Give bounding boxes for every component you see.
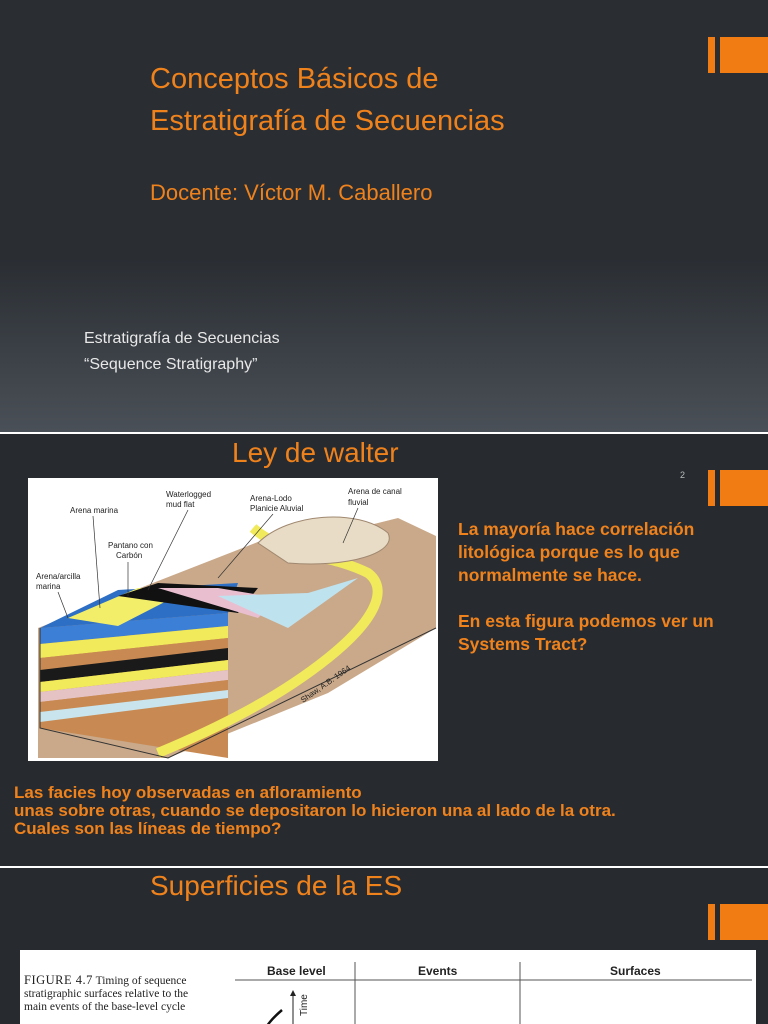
side-paragraph-2: En esta figura podemos ver un Systems Tract? (458, 611, 714, 654)
label-canal-1: Arena de canal (348, 487, 402, 496)
bottom-line-3: Cuales son las líneas de tiempo? (14, 819, 282, 838)
label-waterlogged-1: Waterlogged (166, 490, 212, 499)
title-slide (0, 0, 768, 432)
surfaces-slide (0, 868, 768, 1024)
caption-line-3: main events of the base-level cycle (24, 1001, 186, 1013)
side-text (458, 518, 758, 656)
label-canal-2: fluvial (348, 498, 369, 507)
label-arcilla-1: Arena/arcilla (36, 572, 81, 581)
docente-text: Docente: Víctor M. Caballero (150, 180, 433, 205)
col-base-level: Base level (267, 964, 326, 978)
subtitle-line-2: “Sequence Stratigraphy” (84, 356, 258, 373)
side-paragraph-1: La mayoría hace correlación litológica porque es lo que normalmente se hace. (458, 519, 695, 585)
corner-decoration (708, 904, 768, 940)
base-level-curve (260, 1010, 282, 1024)
col-surfaces: Surfaces (610, 964, 661, 978)
bottom-text (14, 784, 764, 838)
walther-law-figure (28, 478, 438, 761)
caption-line-2: stratigraphic surfaces relative to the (24, 988, 189, 1000)
title-line-2: Estratigrafía de Secuencias (150, 105, 505, 137)
corner-decoration (708, 470, 768, 506)
bottom-line-2: unas sobre otras, cuando se depositaron lo hicieron una al lado de la otra. (14, 801, 616, 820)
caption-figure-number: FIGURE 4.7 (24, 973, 93, 987)
label-arena-lodo-2: Planicie Aluvial (250, 504, 304, 513)
walter-law-slide (0, 434, 768, 866)
label-arena-marina: Arena marina (70, 506, 119, 515)
title-line-1: Conceptos Básicos de (150, 63, 439, 95)
label-pantano-2: Carbón (116, 551, 143, 560)
figure-table (20, 950, 756, 1024)
figure-credit: Shaw, A.B. 1964 (298, 663, 353, 705)
label-arcilla-2: marina (36, 582, 61, 591)
label-arena-lodo-1: Arena-Lodo (250, 494, 292, 503)
page-number: 2 (680, 470, 686, 480)
bottom-line-1: Las facies hoy observadas en afloramiento (14, 783, 362, 802)
corner-decoration (708, 37, 768, 73)
table-lines (20, 950, 756, 1024)
subtitle-line-1: Estratigrafía de Secuencias (84, 330, 280, 347)
leader-line (93, 516, 100, 608)
leader-line (58, 592, 68, 618)
caption-line-1: Timing of sequence (92, 975, 187, 987)
slide-title: Superficies de la ES (150, 870, 403, 901)
time-axis-arrow (290, 990, 296, 996)
col-events: Events (418, 964, 458, 978)
time-axis-label: Time (299, 994, 310, 1016)
label-pantano-1: Pantano con (108, 541, 153, 550)
presentation-title (150, 58, 505, 142)
label-waterlogged-2: mud flat (166, 500, 195, 509)
slide-title: Ley de walter (232, 437, 399, 468)
block-diagram (28, 478, 438, 761)
